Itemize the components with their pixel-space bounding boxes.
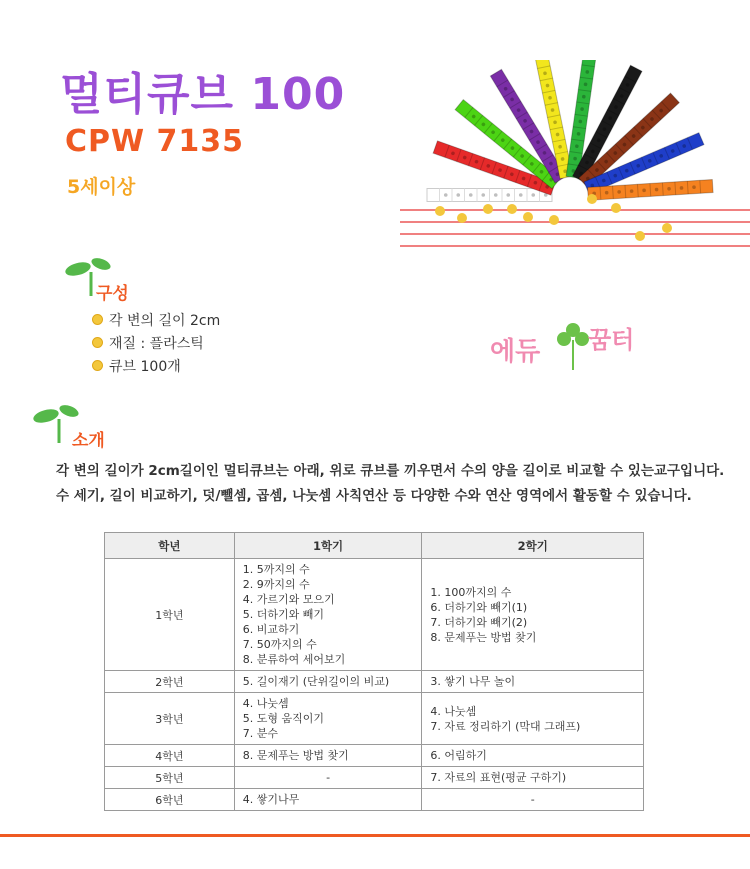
bullet-icon [92, 314, 103, 325]
product-title: 멀티큐브 100 [60, 69, 346, 120]
svg-text:에듀: 에듀 [490, 337, 541, 367]
grade-cell: 6학년 [105, 789, 235, 811]
cube-rods [427, 60, 713, 201]
cell-line: 2. 9까지의 수 [242, 578, 310, 591]
cell-line: 7. 50까지의 수 [242, 638, 317, 651]
cell-line: 7. 분수 [242, 727, 278, 740]
cell-line: 4. 쌓기나무 [242, 793, 300, 806]
cell-line: 1. 5까지의 수 [242, 563, 310, 576]
intro-text [56, 459, 746, 509]
table-row [105, 559, 644, 671]
intro-line: 각 변의 길이가 2cm길이인 멀티큐브는 아래, 위로 큐브를 끼우면서 수의 양을 길이로 비교할 수 있는교구입니다. [56, 463, 725, 479]
cell-line: 7. 자료 정리하기 (막대 그래프) [430, 719, 581, 733]
cell-line: 4. 나눗셈 [242, 697, 289, 710]
grade-cell: 4학년 [105, 745, 235, 767]
list-item: 각 변의 길이 2cm [92, 308, 220, 331]
list-item: 재질 : 플라스틱 [92, 331, 220, 354]
composition-heading: 구성 [96, 284, 129, 304]
table-row [105, 745, 644, 767]
cell-line: 7. 자료의 표현(평균 구하기) [430, 771, 567, 784]
cell-line: - [530, 793, 535, 806]
intro-line: 수 세기, 길이 비교하기, 덧/뺄셈, 곱셈, 나눗셈 사칙연산 등 다양한 수와 연산 영역에서 활동할 수 있습니다. [56, 488, 692, 504]
header-grade: 학년 [105, 533, 235, 559]
header-semester2: 2학기 [422, 533, 644, 559]
grade-cell: 3학년 [105, 693, 235, 745]
cell-line: 8. 분류하여 세어보기 [242, 653, 346, 666]
cell-line: 6. 더하기와 빼기(1) [430, 600, 528, 614]
svg-text:꿈터: 꿈터 [588, 326, 635, 354]
table-row [105, 693, 644, 745]
product-code: CPW 7135 [65, 124, 245, 159]
grade-cell: 5학년 [105, 767, 235, 789]
cell-line: 8. 문제푸는 방법 찾기 [430, 630, 537, 644]
cube-rod [427, 189, 552, 202]
cell-line: 1. 100까지의 수 [430, 585, 512, 599]
cell-line: 6. 어림하기 [430, 749, 487, 762]
cell-line: 7. 더하기와 빼기(2) [430, 615, 528, 629]
semester2-cell [422, 559, 644, 671]
cell-line: 3. 쌓기 나무 놀이 [430, 675, 516, 688]
header-semester1: 1학기 [234, 533, 422, 559]
age-label: 5세이상 [67, 176, 136, 198]
semester1-cell [234, 693, 422, 745]
semester1-cell [234, 745, 422, 767]
semester2-cell [422, 767, 644, 789]
semester1-cell [234, 789, 422, 811]
semester1-cell [234, 767, 422, 789]
cell-line: 5. 도형 움직이기 [242, 712, 324, 725]
curriculum-table [104, 532, 644, 811]
cell-line: 5. 더하기와 빼기 [242, 608, 324, 621]
cell-line: 4. 가르기와 모으기 [242, 593, 335, 606]
grade-cell: 2학년 [105, 671, 235, 693]
cell-line: 4. 나눗셈 [430, 704, 477, 718]
cell-line: - [326, 771, 331, 784]
table-header-row [105, 533, 644, 559]
table-row [105, 789, 644, 811]
semester2-cell [422, 745, 644, 767]
semester2-cell [422, 671, 644, 693]
cell-line: 5. 길이재기 (단위길이의 비교) [242, 675, 390, 688]
semester2-cell [422, 693, 644, 745]
intro-heading: 소개 [72, 431, 105, 451]
cell-line: 8. 문제푸는 방법 찾기 [242, 749, 349, 762]
product-image [400, 60, 750, 255]
table-row [105, 767, 644, 789]
list-item: 큐브 100개 [92, 354, 220, 377]
bullet-icon [92, 360, 103, 371]
semester2-cell [422, 789, 644, 811]
bottom-divider [0, 834, 750, 837]
bullet-icon [92, 337, 103, 348]
cell-line: 6. 비교하기 [242, 623, 300, 636]
grade-cell: 1학년 [105, 559, 235, 671]
staff-lines [400, 210, 750, 246]
brand-logo [488, 312, 660, 374]
semester1-cell [234, 559, 422, 671]
table-row [105, 671, 644, 693]
composition-list [92, 308, 220, 377]
semester1-cell [234, 671, 422, 693]
